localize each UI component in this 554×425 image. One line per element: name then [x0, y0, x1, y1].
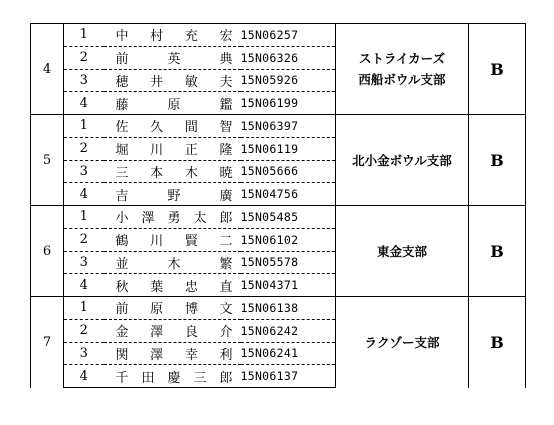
member-registration-number: 15N06326: [241, 46, 336, 69]
team-grade: B: [469, 297, 526, 388]
member-registration-number: 15N05485: [241, 206, 336, 229]
member-name-text: 藤 原 鑑: [115, 97, 233, 113]
member-registration-number: 15N06199: [241, 92, 336, 115]
team-number: 5: [31, 115, 64, 206]
member-name: [104, 115, 241, 138]
member-order: 3: [64, 251, 104, 274]
member-order: 1: [64, 297, 104, 320]
member-name-text: 吉 野 廣: [115, 188, 233, 204]
member-name: [104, 365, 241, 388]
member-name: [104, 69, 241, 92]
club-name-line: ストライカーズ: [358, 51, 446, 66]
member-order: 4: [64, 92, 104, 115]
member-order: 2: [64, 46, 104, 69]
table-row: [31, 24, 526, 47]
member-name-text: 前 原 博 文: [115, 302, 233, 318]
member-name-text: 佐 久 間 智: [115, 120, 233, 136]
team-grade: B: [469, 115, 526, 206]
team-number: 6: [31, 206, 64, 297]
club-name-line: 東金支部: [376, 243, 427, 259]
member-name-text: 千 田 慶 三 郎: [115, 370, 233, 386]
member-name: [104, 274, 241, 297]
member-registration-number: 15N06397: [241, 115, 336, 138]
member-name-text: 秋 葉 忠 直: [115, 279, 233, 295]
member-name: [104, 228, 241, 251]
club-name: [336, 115, 469, 206]
member-name-text: 前 英 典: [115, 52, 233, 68]
member-registration-number: 15N05578: [241, 251, 336, 274]
member-order: 1: [64, 24, 104, 47]
member-name: [104, 137, 241, 160]
roster-body: [31, 24, 526, 388]
member-registration-number: 15N05666: [241, 160, 336, 183]
member-name-text: 中 村 充 宏: [115, 29, 233, 45]
club-name: [336, 297, 469, 388]
member-registration-number: 15N06241: [241, 342, 336, 365]
table-row: [31, 297, 526, 320]
member-name-text: 穂 井 敏 夫: [115, 74, 233, 90]
member-name: [104, 319, 241, 342]
team-roster-table: [30, 23, 526, 388]
club-name-line: ラクゾー支部: [364, 334, 440, 350]
member-registration-number: 15N05926: [241, 69, 336, 92]
table-row: [31, 115, 526, 138]
member-name-text: 金 澤 良 介: [115, 325, 233, 341]
member-registration-number: 15N06242: [241, 319, 336, 342]
member-order: 4: [64, 183, 104, 206]
member-registration-number: 15N06257: [241, 24, 336, 47]
member-name-text: 小 澤 勇 太 郎: [115, 211, 233, 227]
member-name: [104, 251, 241, 274]
member-registration-number: 15N06102: [241, 228, 336, 251]
club-name-line: 北小金ボウル支部: [352, 152, 452, 168]
member-name-text: 三 本 木 暁: [115, 165, 233, 181]
member-name-text: 鶴 川 賢 二: [115, 234, 233, 250]
member-order: 2: [64, 319, 104, 342]
member-order: 4: [64, 365, 104, 388]
club-name-line: 西船ボウル支部: [358, 72, 446, 87]
team-number: 4: [31, 24, 64, 115]
member-order: 1: [64, 115, 104, 138]
member-order: 2: [64, 228, 104, 251]
member-name: [104, 46, 241, 69]
member-registration-number: 15N06138: [241, 297, 336, 320]
member-name: [104, 160, 241, 183]
member-order: 4: [64, 274, 104, 297]
member-name-text: 並 木 繁: [115, 256, 233, 272]
member-name: [104, 342, 241, 365]
table-row: [31, 206, 526, 229]
member-name: [104, 297, 241, 320]
member-name-text: 関 澤 幸 利: [115, 347, 233, 363]
member-name: [104, 92, 241, 115]
member-order: 2: [64, 137, 104, 160]
club-name: [336, 24, 469, 115]
team-grade: B: [469, 206, 526, 297]
member-registration-number: 15N04756: [241, 183, 336, 206]
member-order: 3: [64, 160, 104, 183]
club-name: [336, 206, 469, 297]
team-number: 7: [31, 297, 64, 388]
member-name-text: 堀 川 正 隆: [115, 143, 233, 159]
member-name: [104, 24, 241, 47]
member-registration-number: 15N06119: [241, 137, 336, 160]
member-name: [104, 206, 241, 229]
member-name: [104, 183, 241, 206]
member-registration-number: 15N04371: [241, 274, 336, 297]
member-order: 1: [64, 206, 104, 229]
member-order: 3: [64, 342, 104, 365]
member-order: 3: [64, 69, 104, 92]
team-grade: B: [469, 24, 526, 115]
member-registration-number: 15N06137: [241, 365, 336, 388]
